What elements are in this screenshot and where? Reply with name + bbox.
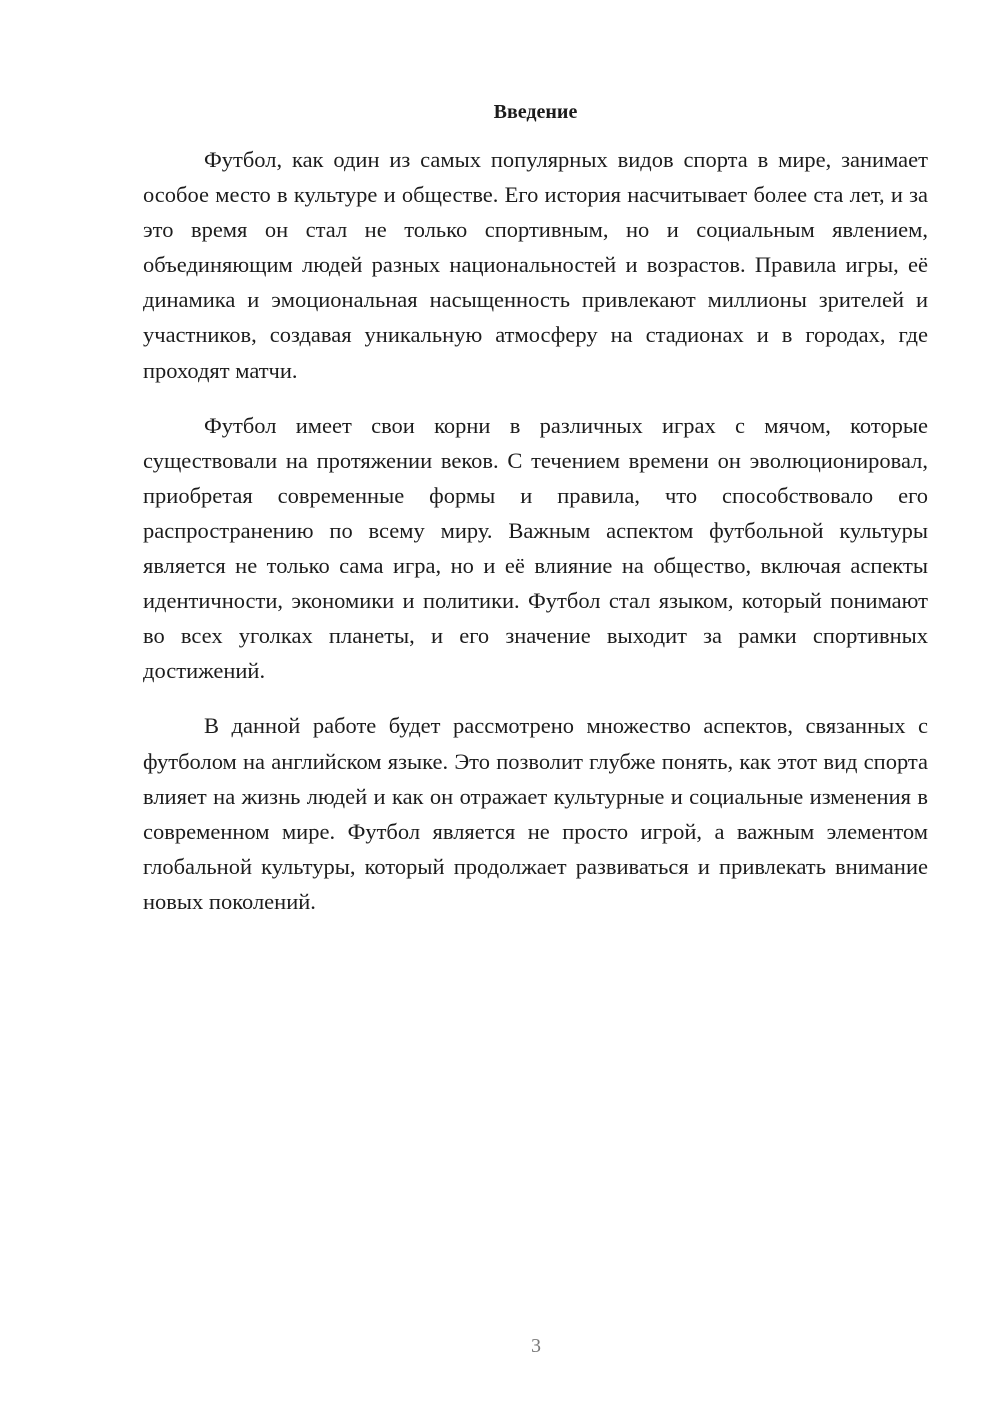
- paragraph-2: Футбол имеет свои корни в различных играх с мячом, которые существовали на протяжении веков. С течением времени он эволюционировал, приобретая современные формы и правила, что способствовало его распространению по всему миру. Важным аспектом футбольной культуры является не только сама игра, но и её влияние на общество, включая аспекты идентичности, экономики и политики. Футбол стал языком, который понимают во всех уголках планеты, и его значение выходит за рамки спортивных достижений.: [143, 412, 928, 684]
- paragraph-1: Футбол, как один из самых популярных видов спорта в мире, занимает особое место в культуре и обществе. Его история насчитывает более ста лет, и за это время он стал не только спортивным, но и социальным явлением, объединяющим людей разных национальностей и возрастов. Правила игры, её динамика и эмоциональная насыщенность привлекают миллионы зрителей и участников, создавая уникальную атмосферу на стадионах и в городах, где проходят матчи.: [143, 147, 928, 383]
- paragraph-3: В данной работе будет рассмотрено множество аспектов, связанных с футболом на английском языке. Это позволит глубже понять, как этот вид спорта влияет на жизнь людей и как он отражает культурные и социальные изменения в современном мире. Футбол является не просто игрой, а важным элементом глобальной культуры, который продолжает развиваться и привлекать внимание новых поколений.: [143, 713, 928, 914]
- section-heading: Введение: [493, 101, 578, 123]
- body-text: [143, 142, 928, 939]
- page-number: 3: [531, 1335, 541, 1357]
